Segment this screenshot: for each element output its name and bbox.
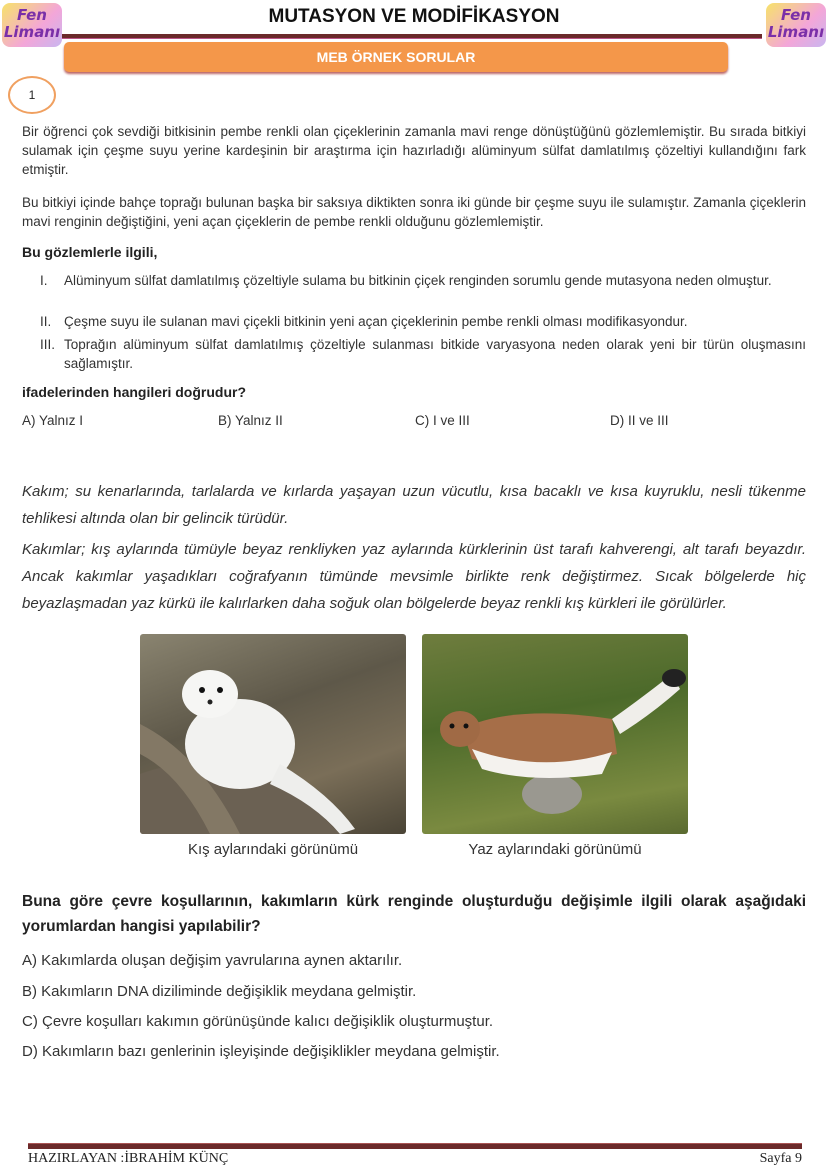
page-title: MUTASYON VE MODİFİKASYON (268, 6, 560, 27)
q2-option-c[interactable]: C) Çevre koşulları kakımın görünüşünde kalıcı değişiklik oluşturmuştur. (22, 1013, 494, 1030)
stoat-winter-illustration (140, 634, 406, 834)
question-number-badge: 1 (8, 76, 56, 114)
statement-text: Toprağın alüminyum sülfat damlatılmış çözeltiyle sulanması bitkide varyasyona neden olarak yeni bir türün oluşmasını sağlamıştır. (64, 337, 806, 371)
q1-lead: Bu gözlemlerle ilgili, (22, 244, 158, 260)
q1-option-d[interactable]: D) II ve III (610, 413, 669, 428)
q2-paragraph-2: Kakımlar; kış aylarında tümüyle beyaz renkliyken yaz aylarında kürklerinin üst tarafı kahverengi, alt tarafı beyazdır. Ancak kakımlar yaşadıkları coğrafyanın tümünde mevsimle birlikte renk değiştirmez. Sıcak bölgelerde hiç beyazlaşmadan yaz kürkü ile kalırlarken daha soğuk olan bölgelerde beyaz renkli kış kürkleri ile görülürler. (22, 541, 806, 612)
stoat-summer-photo (422, 634, 688, 834)
statement-2 (40, 312, 806, 331)
fen-limani-logo-right: Fen Limanı (766, 3, 826, 47)
header-divider (62, 34, 762, 39)
footer-page-number: Sayfa 9 (759, 1151, 802, 1166)
statement-1 (40, 271, 806, 290)
footer-divider (28, 1143, 802, 1149)
q2-option-b[interactable]: B) Kakımların DNA diziliminde değişiklik meydana gelmiştir. (22, 983, 417, 1000)
statement-roman: III. (40, 337, 56, 352)
stoat-summer-illustration (422, 634, 688, 834)
caption-summer: Yaz aylarındaki görünümü (468, 841, 642, 858)
statement-roman: II. (40, 314, 52, 329)
fen-limani-logo-left: Fen Limanı (2, 3, 62, 47)
q1-question: ifadelerinden hangileri doğrudur? (22, 384, 247, 400)
statement-roman: I. (40, 273, 48, 288)
q1-option-a[interactable]: A) Yalnız I (22, 413, 84, 428)
stoat-winter-photo (140, 634, 406, 834)
statement-text: Alüminyum sülfat damlatılmış çözeltiyle sulama bu bitkinin çiçek renginden sorumlu gende mutasyona neden olmuştur. (64, 273, 772, 288)
q1-paragraph-2: Bu bitkiyi içinde bahçe toprağı bulunan başka bir saksıya diktikten sonra iki günde bir çeşme suyu ile sulamıştır. Zamanla çiçeklerin mavi renginin değiştiğini, yeni açan çiçeklerin de pembe renkli olduğunu gözlemlemiştir. (22, 195, 806, 229)
q1-paragraph-1: Bir öğrenci çok sevdiği bitkisinin pembe renkli olan çiçeklerinin zamanla mavi renge dönüştüğünü gözlemlemiştir. Bu sırada bitkiyi sulamak için çeşme suyu yerine kardeşinin bir araştırma için hazırladığı alüminyum sülfat damlatılmış çözeltiyi kullandığını fark etmiştir. (22, 124, 806, 177)
footer-author: HAZIRLAYAN :İBRAHİM KÜNÇ (28, 1151, 229, 1166)
q2-question: Buna göre çevre koşullarının, kakımların kürk renginde oluşturduğu değişimle ilgili olarak aşağıdaki yorumlardan hangisi yapılabilir? (22, 893, 806, 935)
q2-paragraph-1: Kakım; su kenarlarında, tarlalarda ve kırlarda yaşayan uzun vücutlu, kısa bacaklı ve kısa kuyruklu, nesli tükenme tehlikesi altında olan bir gelincik türüdür. (22, 483, 806, 527)
q1-option-b[interactable]: B) Yalnız II (218, 413, 283, 428)
q1-option-c[interactable]: C) I ve III (415, 413, 470, 428)
caption-winter: Kış aylarındaki görünümü (187, 841, 359, 858)
q2-option-d[interactable]: D) Kakımların bazı genlerinin işleyişinde değişiklikler meydana gelmiştir. (22, 1043, 500, 1060)
statement-text: Çeşme suyu ile sulanan mavi çiçekli bitkinin yeni açan çiçeklerinin pembe renkli olması modifikasyondur. (64, 314, 688, 329)
q2-option-a[interactable]: A) Kakımlarda oluşan değişim yavrularına aynen aktarılır. (22, 952, 403, 969)
section-banner: MEB ÖRNEK SORULAR (64, 42, 728, 72)
statement-3 (40, 335, 806, 373)
